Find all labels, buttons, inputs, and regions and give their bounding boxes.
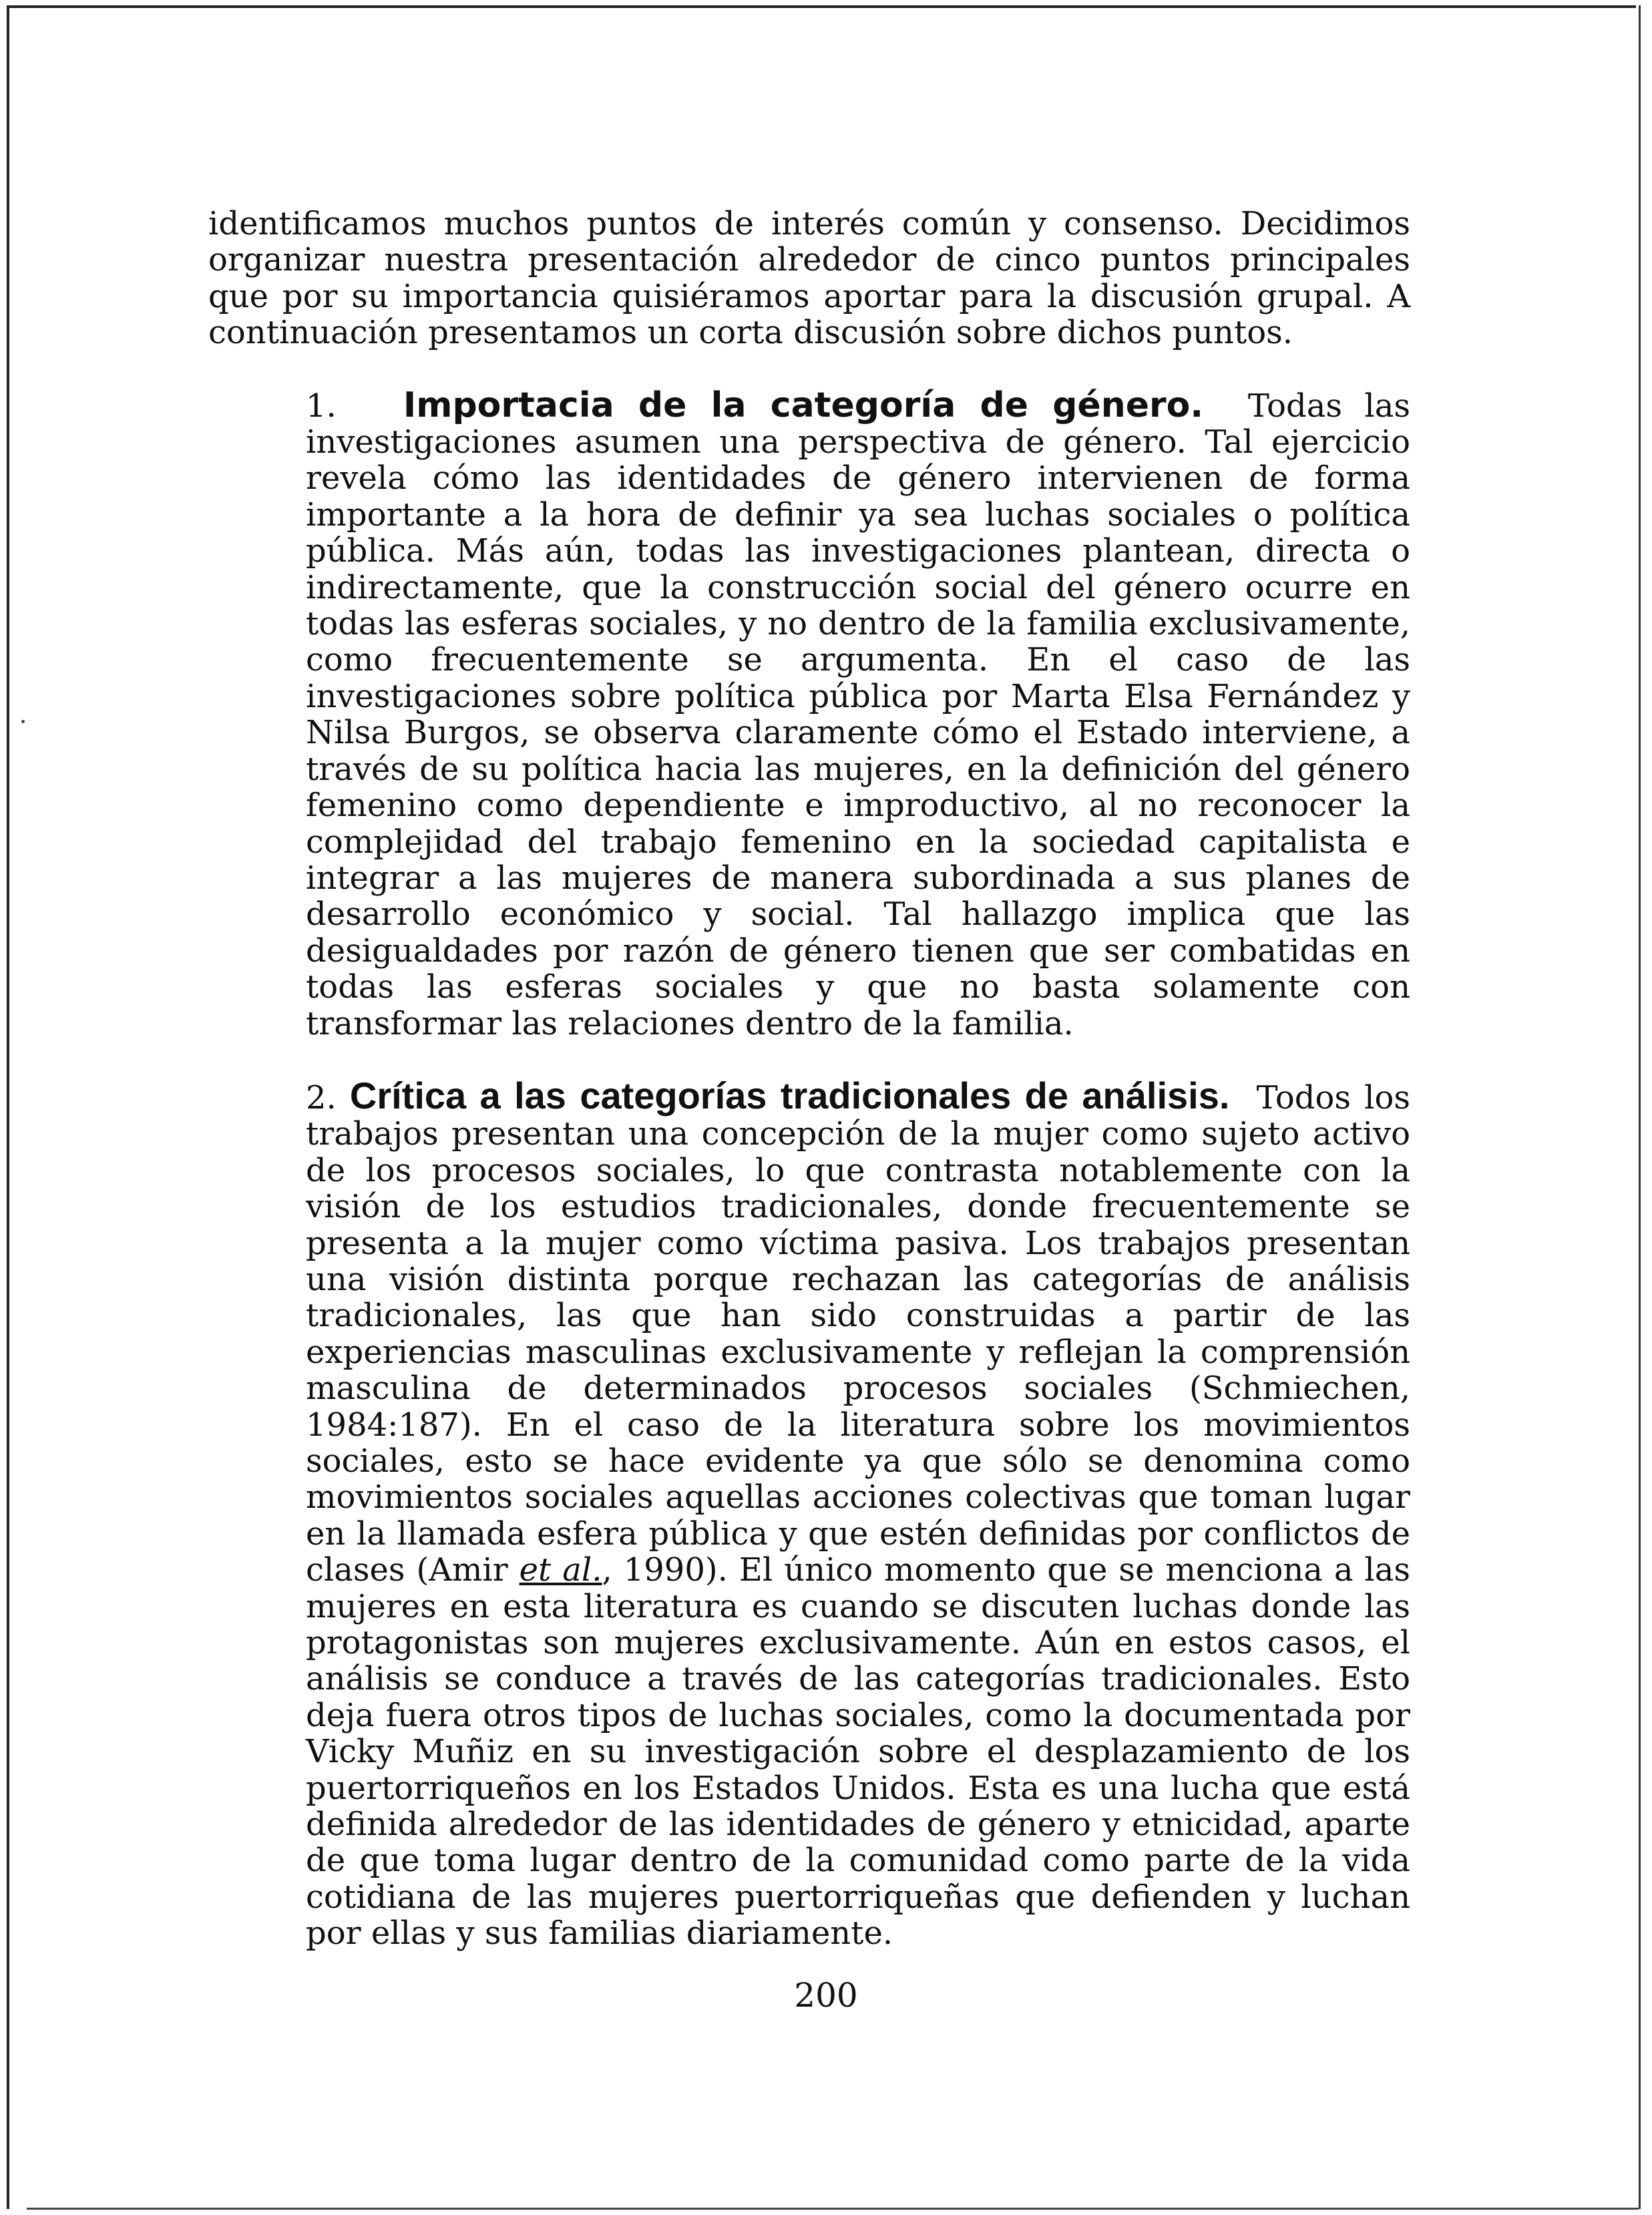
point-1-number: 1.	[306, 387, 337, 425]
scan-border-bottom	[27, 2208, 1639, 2210]
point-2-body-b: , 1990). El único momento que se menciona a las mujeres en esta literatura es cuando se discuten luchas donde las protagonistas son mujeres exclusivamente. Aún en estos casos, el análisis se conduce a través de las categorías tradicionales. Esto deja fuera otros tipos de luchas sociales, como la documentada por Vicky Muñiz en su investigación sobre el desplazamiento de los puertorriqueños en los Estados Unidos. Esta es una lucha que está definida alrededor de las identidades de género y etnicidad, aparte de que toma lugar dentro de la comunidad como parte de la vida cotidiana de las mujeres puertorriqueñas que defienden y luchan por ellas y sus familias diariamente.	[306, 1551, 1410, 1953]
scan-border-right	[1639, 5, 1641, 2209]
page-number: 200	[794, 1976, 858, 2015]
scan-border-top	[7, 5, 1636, 8]
point-2-body-a: Todos los trabajos presentan una concepción de la mujer como sujeto activo de los procesos sociales, lo que contrasta notablemente con la visión de los estudios tradicionales, donde frecuentemente se presenta a la mujer como víctima pasiva. Los trabajos presentan una visión distinta porque rechazan las categorías de análisis tradicionales, las que han sido construidas a partir de las experiencias masculinas exclusivamente y reflejan la comprensión masculina de determinados procesos sociales (Schmiechen, 1984:187). En el caso de la literatura sobre los movimientos sociales, esto se hace evidente ya que sólo se denomina como movimientos sociales aquellas acciones colectivas que toman lugar en la llamada esfera pública y que estén definidas por conflictos de clases (Amir	[306, 1078, 1411, 1589]
point-2-number: 2.	[306, 1078, 337, 1117]
page-body	[208, 206, 1410, 1952]
point-1-body: Todas las investigaciones asumen una perspectiva de género. Tal ejercicio revela cómo las identidades de género intervienen de forma importante a la hora de definir ya sea luchas sociales o política pública. Más aún, todas las investigaciones plantean, directa o indirectamente, que la construcción social del género ocurre en todas las esferas sociales, y no dentro de la familia exclusivamente, como frecuentemente se argumenta. En el caso de las investigaciones sobre política pública por Marta Elsa Fernández y Nilsa Burgos, se observa claramente cómo el Estado interviene, a través de su política hacia las mujeres, en la definición del género femenino como dependiente e improductivo, al no reconocer la complejidad del trabajo femenino en la sociedad capitalista e integrar a las mujeres de manera subordinada a sus planes de desarrollo económico y social. Tal hallazgo implica que las desigualdades por razón de género tienen que ser combatidas en todas las esferas sociales y que no basta solamente con transformar las relaciones dentro de la familia.	[306, 387, 1410, 1042]
scan-border-left	[7, 5, 9, 2209]
point-2-heading: Crítica a las categorías tradicionales de análisis	[349, 1074, 1219, 1117]
point-1-heading-period: .	[1190, 385, 1204, 425]
point-1-paragraph	[208, 387, 1410, 1042]
citation-et-al: et al.	[519, 1551, 602, 1589]
point-1-heading: Importacia de la categoría de género	[403, 385, 1191, 425]
scan-speck	[21, 720, 25, 723]
intro-paragraph: identificamos muchos puntos de interés común y consenso. Decidimos organizar nuestra presentación alrededor de cinco puntos principales que por su importancia quisiéramos aportar para la discusión grupal. A continuación presentamos un corta discusión sobre dichos puntos.	[208, 205, 1410, 352]
point-2-paragraph	[208, 1074, 1411, 1953]
point-2-heading-period: .	[1219, 1074, 1230, 1117]
